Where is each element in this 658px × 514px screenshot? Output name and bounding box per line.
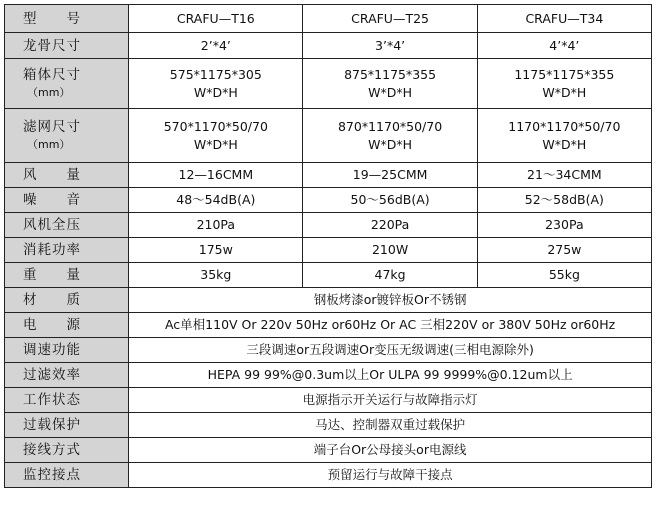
cell-value: 48～54dB(A) (129, 188, 303, 213)
row-label-unit: （mm） (27, 85, 71, 99)
cell-value: 35kg (129, 263, 303, 288)
cell-value: 4’*4’ (477, 33, 651, 59)
cell-value: 3’*4’ (303, 33, 477, 59)
table-row (5, 313, 652, 338)
table-row (5, 363, 652, 388)
cell-line: W*D*H (542, 136, 587, 152)
cell-value: 47kg (303, 263, 477, 288)
cell-value: 55kg (477, 263, 651, 288)
row-label: 接线方式 (5, 438, 129, 463)
table-row (5, 59, 652, 109)
row-label: 材 质 (5, 288, 129, 313)
cell-value: 12—16CMM (129, 163, 303, 188)
model-t16: CRAFU—T16 (129, 5, 303, 33)
cell-line: 875*1175*355 (344, 66, 437, 82)
row-label: 噪 音 (5, 188, 129, 213)
cell-value (477, 109, 651, 163)
cell-value (129, 59, 303, 109)
cell-line: W*D*H (193, 84, 238, 100)
cell-value-shared: 马达、控制器双重过载保护 (129, 413, 652, 438)
cell-value: 19—25CMM (303, 163, 477, 188)
cell-value-shared: 电源指示开关运行与故障指示灯 (129, 388, 652, 413)
cell-line: W*D*H (193, 136, 238, 152)
cell-value-shared: 端子台Or公母接头or电源线 (129, 438, 652, 463)
cell-value (477, 59, 651, 109)
cell-value (129, 109, 303, 163)
cell-line: 570*1170*50/70 (163, 118, 268, 134)
cell-value: 2’*4’ (129, 33, 303, 59)
table-row (5, 109, 652, 163)
table-row (5, 413, 652, 438)
cell-line: 870*1170*50/70 (337, 118, 443, 134)
table-row (5, 338, 652, 363)
table-row (5, 288, 652, 313)
table-row (5, 438, 652, 463)
row-label: 电 源 (5, 313, 129, 338)
table-row (5, 238, 652, 263)
row-label: 消耗功率 (5, 238, 129, 263)
cell-line: 1170*1170*50/70 (508, 118, 621, 134)
row-label (5, 59, 129, 109)
row-label: 龙骨尺寸 (5, 33, 129, 59)
table-row (5, 463, 652, 488)
cell-line: 575*1175*305 (169, 66, 262, 82)
cell-value-shared: 钢板烤漆or镀锌板Or不锈钢 (129, 288, 652, 313)
cell-value (303, 109, 477, 163)
model-t25: CRAFU—T25 (303, 5, 477, 33)
cell-value: 220Pa (303, 213, 477, 238)
row-label-main: 滤网尺寸 (23, 118, 81, 135)
row-label (5, 109, 129, 163)
table-row (5, 388, 652, 413)
cell-value-shared: 三段调速or五段调速Or变压无级调速(三相电源除外) (129, 338, 652, 363)
cell-value: 50～56dB(A) (303, 188, 477, 213)
cell-line: W*D*H (368, 84, 413, 100)
table-row (5, 213, 652, 238)
cell-value-shared: HEPA 99 99%@0.3um以上Or ULPA 99 9999%@0.12um以上 (129, 363, 652, 388)
table-row (5, 188, 652, 213)
row-label: 监控接点 (5, 463, 129, 488)
table-row (5, 163, 652, 188)
cell-value: 175w (129, 238, 303, 263)
model-label: 型 号 (5, 5, 129, 33)
cell-value: 52～58dB(A) (477, 188, 651, 213)
header-row (5, 5, 652, 33)
model-t34: CRAFU—T34 (477, 5, 651, 33)
row-label-unit: （mm） (27, 137, 71, 151)
cell-value: 21～34CMM (477, 163, 651, 188)
spec-table (4, 4, 652, 488)
row-label-main: 箱体尺寸 (23, 66, 81, 83)
cell-line: 1175*1175*355 (514, 66, 615, 82)
row-label: 风机全压 (5, 213, 129, 238)
cell-value-shared: 预留运行与故障干接点 (129, 463, 652, 488)
row-label: 过载保护 (5, 413, 129, 438)
row-label: 调速功能 (5, 338, 129, 363)
cell-value: 210Pa (129, 213, 303, 238)
row-label: 风 量 (5, 163, 129, 188)
cell-value: 210W (303, 238, 477, 263)
row-label: 重 量 (5, 263, 129, 288)
row-label: 工作状态 (5, 388, 129, 413)
cell-line: W*D*H (542, 84, 587, 100)
row-label: 过滤效率 (5, 363, 129, 388)
cell-value (303, 59, 477, 109)
cell-value: 275w (477, 238, 651, 263)
cell-value: 230Pa (477, 213, 651, 238)
cell-line: W*D*H (368, 136, 413, 152)
cell-value-shared: Ac单相110V Or 220v 50Hz or60Hz Or AC 三相220V or 380V 50Hz or60Hz (129, 313, 652, 338)
table-row (5, 33, 652, 59)
table-row (5, 263, 652, 288)
